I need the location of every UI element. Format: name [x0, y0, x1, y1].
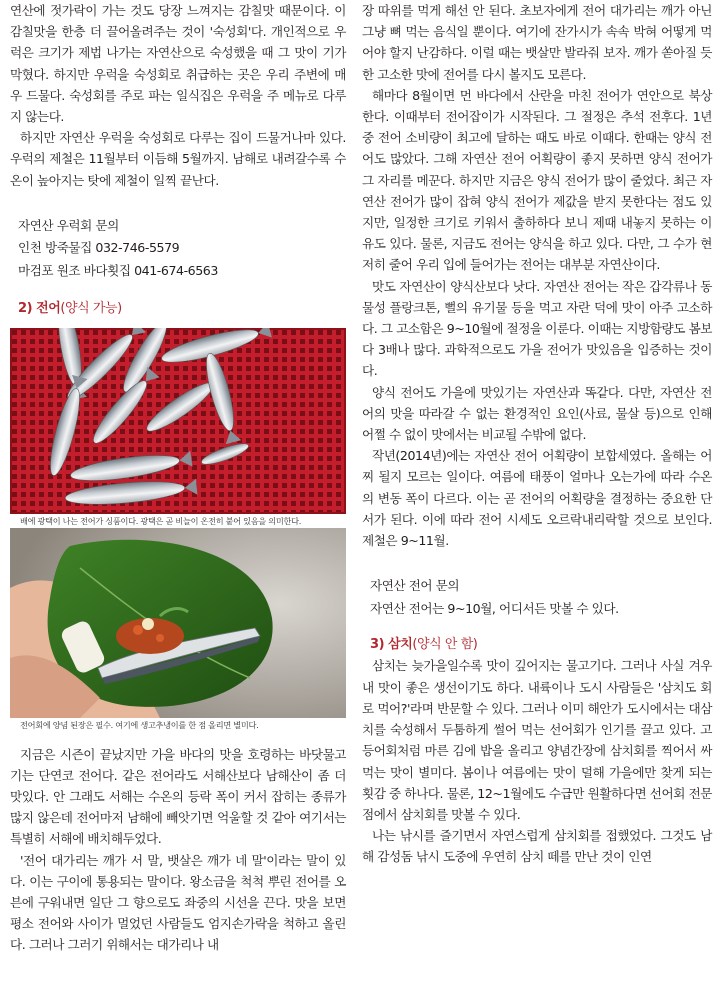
- intro-paragraph-2: 하지만 자연산 우럭을 숙성회로 다루는 집이 드물거나마 있다. 우럭의 제철은 11월부터 이듬해 5월까지. 남해로 내려갈수록 수온이 높아지는 탓에 제철이 일찍 끝난다.: [10, 130, 346, 188]
- body-paragraph: 나는 낚시를 즐기면서 자연스럽게 삼치회를 접했었다. 그것도 남해 감성돔 낚시 도중에 우연히 삼치 떼를 만난 것이 인연: [362, 828, 712, 865]
- body-paragraph: 삼치는 늦가을일수록 맛이 깊어지는 물고기다. 그러나 사실 겨우내 맛이 좋은 생선이기도 하다. 내륙이나 도시 사람들은 '삼치도 회로 먹어?'라며 반문할 수 있다. 그러나 이미 해안가 도시에서는 대삼치를 숙성해서 두툼하게 썰어 먹는 선어회가 인기를 끌고 있다. 고등어회처럼 마른 김에 밥을 올리고 양념간장에 삼치회를 찍어서 싸 먹는 맛이 별미다. 봄이나 여름에는 맛이 덜해 가을에만 찾게 되는 횟감 중 하나다. 물론, 12~1월에도 수급만 원활하다면 선어회 전문점에서 삼치회를 맛볼 수 있다.: [362, 658, 712, 822]
- fish-basket-illustration: [10, 328, 346, 514]
- body-paragraph: 해마다 8월이면 먼 바다에서 산란을 마친 전어가 연안으로 북상한다. 이때부터 전어잡이가 시작된다. 그 절정은 추석 전후다. 1년 중 전어 소비량이 최고에 달하는 때도 바로 이때다. 한때는 양식 전어도 많았다. 그해 자연산 전어 어획량이 좋지 못하면 양식 전어가 그 자리를 메꾼다. 하지만 지금은 양식 전어가 많이 줄었다. 최근 자연산 전어가 많이 잡혀 양식 전어가 제값을 받지 못한다는 점도 있지만, 일정한 크기로 키워서 출하하다 보니 제때 내놓지 못하는 이유도 있다. 물론, 지금도 전어는 양식을 하고 있다. 다만, 그 수가 현저히 줄어 우리 입에 들어가는 전어는 대부분 자연산이다.: [362, 87, 712, 273]
- body-paragraph: '전어 대가리는 깨가 서 말, 뱃살은 깨가 네 말'이라는 말이 있다. 이는 구이에 통용되는 말이다. 왕소금을 척척 뿌린 전어를 오븐에 구워내면 일단 그 향으로도 좌중의 시선을 끈다. 맛을 보면 평소 전어와 사이가 멀었던 사람들도 엄지손가락을 척하고 올린다. 그러나 그러기 위해서는 대가리나 내: [10, 852, 346, 953]
- left-column: [10, 0, 346, 956]
- photo1-caption: 배에 광택이 나는 전어가 싱품이다. 광택은 곧 비늘이 온전히 붙어 있음을 의미한다.: [20, 515, 302, 526]
- contact-line: 마검포 원조 바다횟집 041-674-6563: [18, 262, 218, 278]
- photo2-caption: 전어회에 양념 된장은 필수. 여기에 생고추냉이를 한 점 올리면 별미다.: [20, 719, 259, 730]
- section-heading-paren: (양식 안 함): [412, 637, 478, 653]
- section-heading-paren: (양식 가능): [60, 301, 122, 317]
- body-paragraph: 양식 전어도 가을에 맛있기는 자연산과 똑같다. 다만, 자연산 전어의 맛을 따라갈 수 없는 환경적인 요인(사료, 물살 등)으로 인해 어쩔 수 없이 맛에서는 비교될 수밖에 없다.: [362, 384, 712, 443]
- contact-heading: 자연산 전어 문의: [370, 578, 460, 594]
- body-paragraph: 장 따위를 먹게 해선 안 된다. 초보자에게 전어 대가리는 깨가 아닌 그냥 뼈 먹는 음식일 뿐이다. 여기에 잔가시가 속속 박혀 어떻게 먹어야 할지 난감하다. 이럴 때는 뱃살만 발라줘 보자. 깨가 쏟아질 듯 한 고소한 맛에 전어를 다시 볼지도 모른다.: [362, 3, 712, 82]
- contact-line: 인천 방죽물집 032-746-5579: [18, 240, 180, 256]
- section-heading-samchi: [362, 634, 712, 655]
- right-column: [362, 0, 712, 868]
- intro-paragraph-1: 연산에 젓가락이 가는 것도 당장 느껴지는 감칠맛 때문이다. 이 감칠맛을 한층 더 끌어올려주는 것이 '숙성회'다. 개인적으로 우럭은 크기가 제법 나가는 자연산으로 숙성했을 때 그 맛이 기가 막혔다. 하지만 우럭을 숙성회로 취급하는 곳은 우리 주변에 매우 드물다. 숙성회를 주로 파는 일식집은 우럭을 주 메뉴로 다루지 않는다.: [10, 3, 346, 125]
- body-paragraph: 맛도 자연산이 양식산보다 낫다. 자연산 전어는 작은 갑각류나 동물성 플랑크톤, 뻘의 유기물 등을 먹고 자란 덕에 맛이 아주 고소하다. 그 고소함은 9~10월에 절정을 이룬다. 이때는 지방함량도 봄보다 3배나 많다. 과학적으로도 가을 전어가 맛있음을 입증하는 것이다.: [362, 278, 712, 379]
- contact-line: 자연산 전어는 9~10월, 어디서든 맛볼 수 있다.: [370, 600, 619, 616]
- perilla-wrap-illustration: [10, 528, 346, 718]
- contact-heading: 자연산 우럭회 문의: [18, 217, 119, 233]
- body-paragraph: 작년(2014년)에는 자연산 전어 어획량이 보합세였다. 올해는 어찌 될지 모르는 일이다. 여름에 태풍이 얼마나 오는가에 따라 수온의 변동 폭이 다르다. 이는 곧 전어의 어획량을 결정하는 중요한 단서가 된다. 이에 따라 전어 시세도 오르락내리락할 것으로 보인다. 제철은 9~11월.: [362, 448, 712, 549]
- body-paragraph: 지금은 시즌이 끝났지만 가을 바다의 맛을 호령하는 바닷물고기는 단연코 전어다. 같은 전어라도 서해산보다 남해산이 좀 더 맛있다. 안 그래도 서해는 수온의 등락 폭이 커서 잡히는 종류가 많지 않은데 전어마저 남해에 빼앗기면 억울할 것 같아 여기서는 특별히 서해에 배치해두었다.: [10, 746, 346, 847]
- section-heading-main: 3) 삼치: [370, 637, 413, 653]
- photo-fish-basket: [10, 328, 346, 514]
- section-heading-main: 2) 전어: [18, 301, 61, 317]
- photo-perilla-wrap: [10, 528, 346, 718]
- section-heading-jeoneo: [10, 298, 346, 319]
